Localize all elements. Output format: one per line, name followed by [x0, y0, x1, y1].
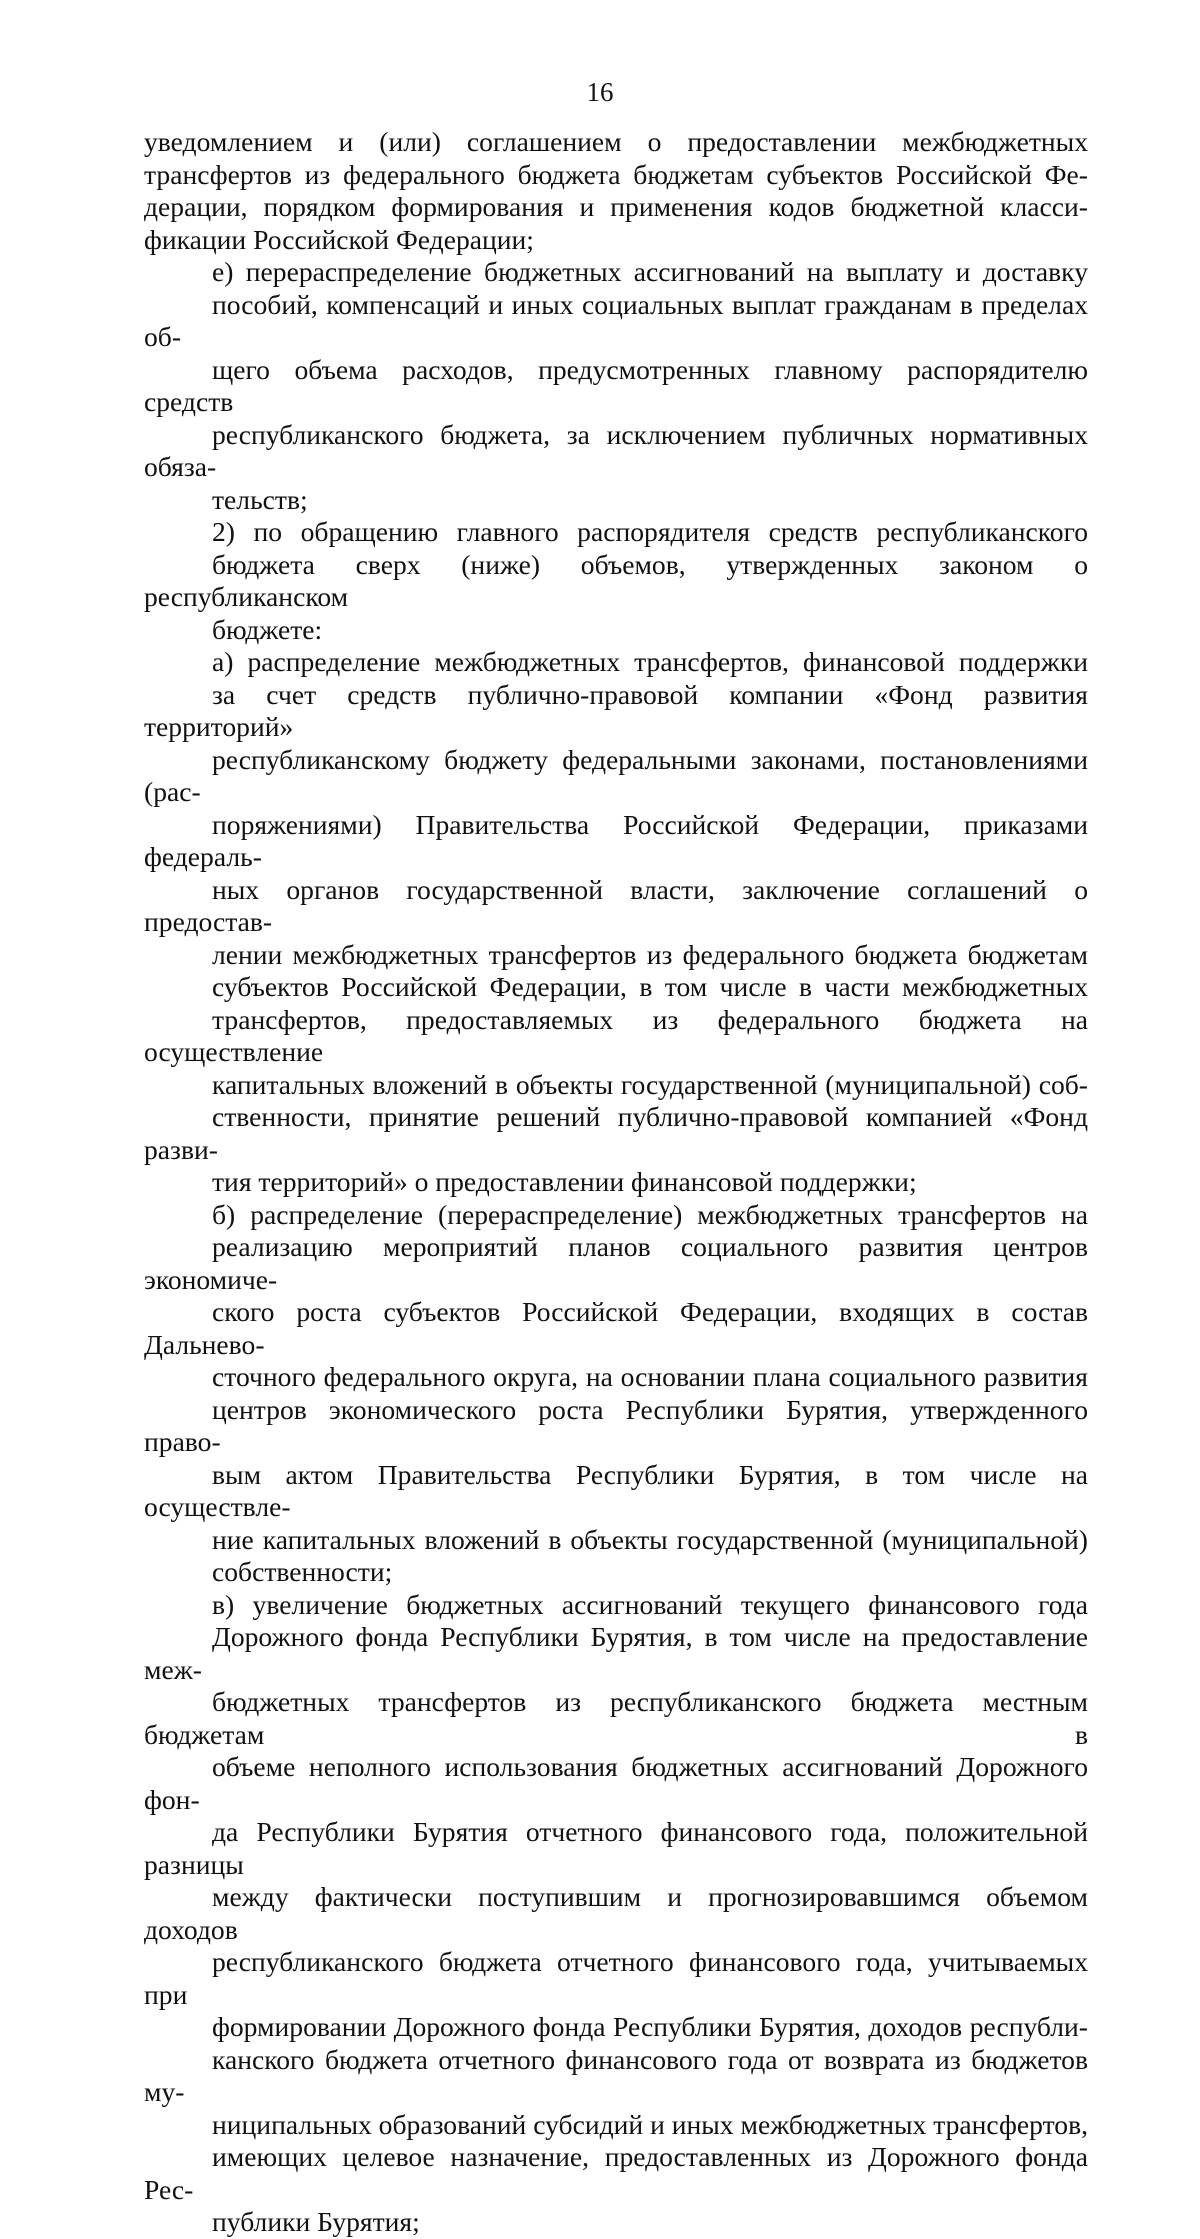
document-body: [144, 126, 1088, 2239]
text-line: ниципальных образований субсидий и иных межбюджетных трансфертов,: [212, 2108, 1088, 2140]
text-line: а) распределение межбюджетных трансфертов, финансовой поддержки: [212, 646, 1088, 677]
text-line: ского роста субъектов Российской Федерации, входящих в состав Дальнево-: [144, 1296, 1088, 1360]
text-line: поряжениями) Правительства Российской Федерации, приказами федераль-: [144, 808, 1088, 872]
text-line: вым актом Правительства Республики Бурятия, в том числе на осуществле-: [144, 1458, 1088, 1522]
text-line: ственности, принятие решений публично-правовой компанией «Фонд разви-: [144, 1101, 1088, 1165]
text-line: 2) по обращению главного распорядителя средств республиканского: [212, 516, 1088, 547]
text-line: республиканскому бюджету федеральными законами, постановлениями (рас-: [144, 743, 1088, 807]
text-line: реализацию мероприятий планов социального развития центров экономиче-: [144, 1231, 1088, 1295]
text-line: уведомлением и (или) соглашением о предоставлении межбюджетных: [144, 126, 1088, 157]
text-line: тельств;: [212, 483, 308, 515]
text-line: Дорожного фонда Республики Бурятия, в том числе на предоставление меж-: [144, 1621, 1088, 1685]
text-line: республиканского бюджета отчетного финансового года, учитываемых при: [144, 1946, 1088, 2010]
paragraph-continuation: [144, 126, 1088, 256]
text-line: за счет средств публично-правовой компании «Фонд развития территорий»: [144, 678, 1088, 742]
text-line: щего объема расходов, предусмотренных главному распорядителю средств: [144, 353, 1088, 417]
text-line: канского бюджета отчетного финансового года от возврата из бюджетов му-: [144, 2043, 1088, 2107]
text-line: субъектов Российской Федерации, в том числе в части межбюджетных: [212, 971, 1088, 1002]
text-line: бюджета сверх (ниже) объемов, утвержденных законом о республиканском: [144, 548, 1088, 612]
text-line: в) увеличение бюджетных ассигнований текущего финансового года: [212, 1588, 1088, 1620]
text-line: сточного федерального округа, на основании плана социального развития: [212, 1361, 1088, 1392]
page-number: 16: [586, 77, 614, 107]
text-line: ние капитальных вложений в объекты государственной (муниципальной): [212, 1523, 1088, 1555]
paragraph-item-a: [144, 646, 1088, 1199]
text-line: бюджетных трансфертов из республиканского бюджета местным бюджетам в: [144, 1686, 1088, 1750]
text-line: бюджете:: [212, 613, 323, 645]
paragraph-item-e: [144, 256, 1088, 516]
text-line: б) распределение (перераспределение) межбюджетных трансфертов на: [212, 1198, 1088, 1230]
text-line: лении межбюджетных трансфертов из федерального бюджета бюджетам: [212, 938, 1088, 970]
text-line: ных органов государственной власти, заключение соглашений о предостав-: [144, 873, 1088, 937]
text-line: центров экономического роста Республики Бурятия, утвержденного право-: [144, 1393, 1088, 1457]
paragraph-item-v: [144, 1589, 1088, 2239]
text-line: фикации Российской Федерации;: [144, 223, 534, 255]
text-line: республиканского бюджета, за исключением публичных нормативных обяза-: [144, 418, 1088, 482]
paragraph-item-b: [144, 1199, 1088, 1589]
text-line: капитальных вложений в объекты государственной (муниципальной) соб-: [212, 1068, 1088, 1100]
text-line: тия территорий» о предоставлении финансовой поддержки;: [212, 1166, 917, 1197]
text-line: объеме неполного использования бюджетных ассигнований Дорожного фон-: [144, 1751, 1088, 1815]
text-line: пособий, компенсаций и иных социальных выплат гражданам в пределах об-: [144, 288, 1088, 352]
paragraph-item-2: [144, 516, 1088, 646]
text-line: трансфертов из федерального бюджета бюджетам субъектов Российской Фе-: [144, 158, 1088, 190]
text-line: дерации, порядком формирования и применения кодов бюджетной класси-: [144, 191, 1088, 222]
text-line: да Республики Бурятия отчетного финансового года, положительной разницы: [144, 1816, 1088, 1880]
text-line: трансфертов, предоставляемых из федерального бюджета на осуществление: [144, 1003, 1088, 1067]
text-line: имеющих целевое назначение, предоставленных из Дорожного фонда Рес-: [144, 2141, 1088, 2205]
text-line: формировании Дорожного фонда Республики Бурятия, доходов республи-: [212, 2011, 1088, 2042]
text-line: публики Бурятия;: [212, 2206, 420, 2237]
text-line: е) перераспределение бюджетных ассигнований на выплату и доставку: [212, 256, 1088, 287]
text-line: собственности;: [212, 1556, 393, 1587]
text-line: между фактически поступившим и прогнозировавшимся объемом доходов: [144, 1881, 1088, 1945]
